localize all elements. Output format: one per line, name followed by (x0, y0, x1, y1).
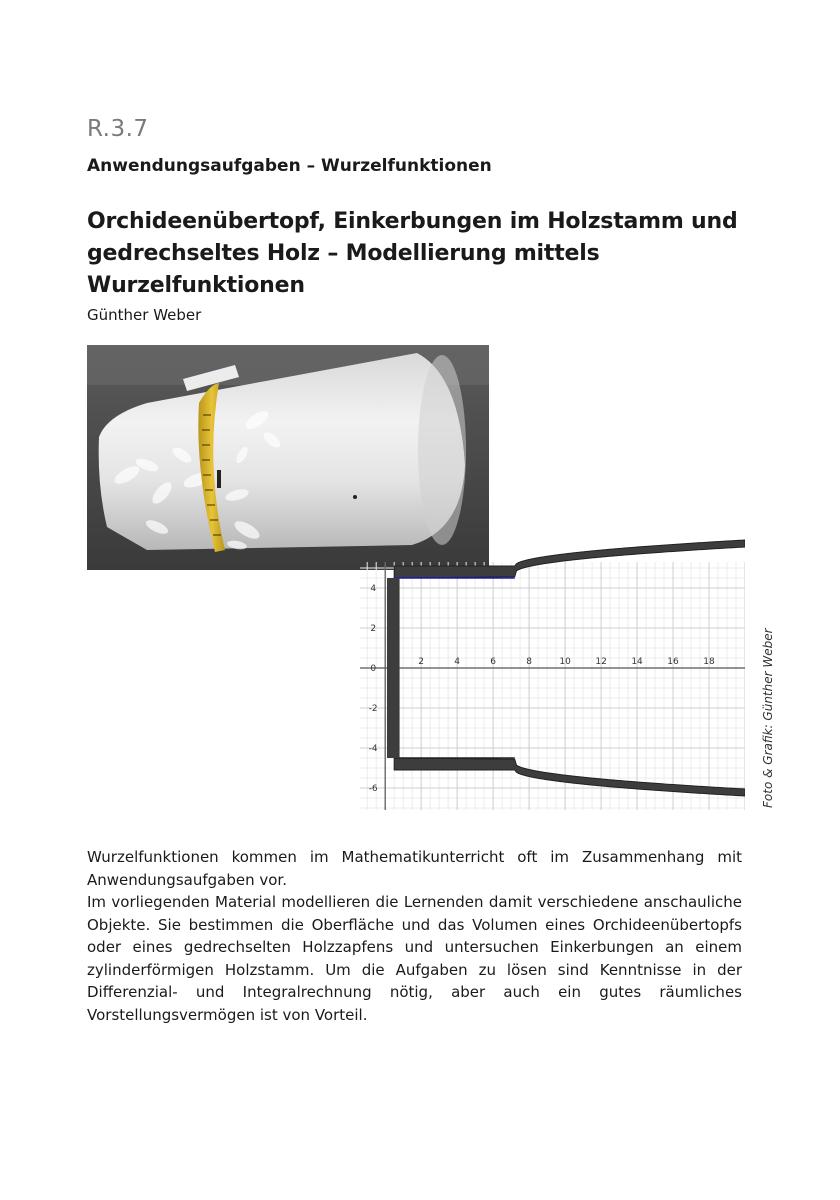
y-tick-label: 2 (370, 624, 377, 634)
series-upper-wall (394, 540, 745, 578)
y-tick-label: -6 (368, 784, 378, 794)
series-title: Anwendungsaufgaben – Wurzelfunktionen (87, 156, 492, 176)
x-tick-label: 16 (667, 657, 679, 667)
profile-chart (360, 520, 745, 810)
x-tick-label: 10 (559, 657, 571, 667)
series-lower-wall (394, 758, 745, 796)
x-tick-label: 6 (490, 657, 496, 667)
body-text (87, 846, 742, 1026)
chart-axes (360, 562, 745, 810)
series-base-wall (387, 578, 400, 758)
x-tick-label: 8 (526, 657, 532, 667)
x-tick-label: 2 (418, 657, 425, 667)
y-tick-label: -4 (368, 744, 378, 754)
y-tick-label: -2 (368, 704, 378, 714)
photo-credit: Foto & Grafik: Günther Weber (761, 628, 775, 808)
paragraph-description: Im vorliegenden Material modellieren die Lernenden damit verschiedene anschauliche Objekte. Sie bestimmen die Oberfläche und das Volumen eines Orchideenübertopfs oder eines gedrechselten Holzzapfens und untersuchen Einkerbungen an einem zylinderförmigen Holzstamm. Um die Aufgaben zu lösen sind Kenntnisse in der Differenzial- und Integralrechnung nötig, aber auch ein gutes räumliches Vorstellungsvermögen ist von Vorteil. (87, 893, 742, 1024)
author-name: Günther Weber (87, 306, 202, 324)
x-tick-label: 18 (703, 657, 715, 667)
section-number: R.3.7 (87, 116, 149, 142)
x-tick-label: 4 (454, 657, 461, 667)
article-title: Orchideenübertopf, Einkerbungen im Holzstamm und gedrechseltes Holz – Modellierung mittels Wurzelfunktionen (87, 209, 738, 298)
x-tick-label: 12 (595, 657, 607, 667)
y-tick-label: 4 (370, 584, 377, 594)
chart-grid (360, 562, 745, 810)
y-tick-label: 0 (370, 664, 377, 674)
x-tick-label: 14 (631, 657, 643, 667)
paragraph-intro: Wurzelfunktionen kommen im Mathematikunterricht oft im Zusammenhang mit Anwendungsaufgaben vor. (87, 848, 742, 889)
